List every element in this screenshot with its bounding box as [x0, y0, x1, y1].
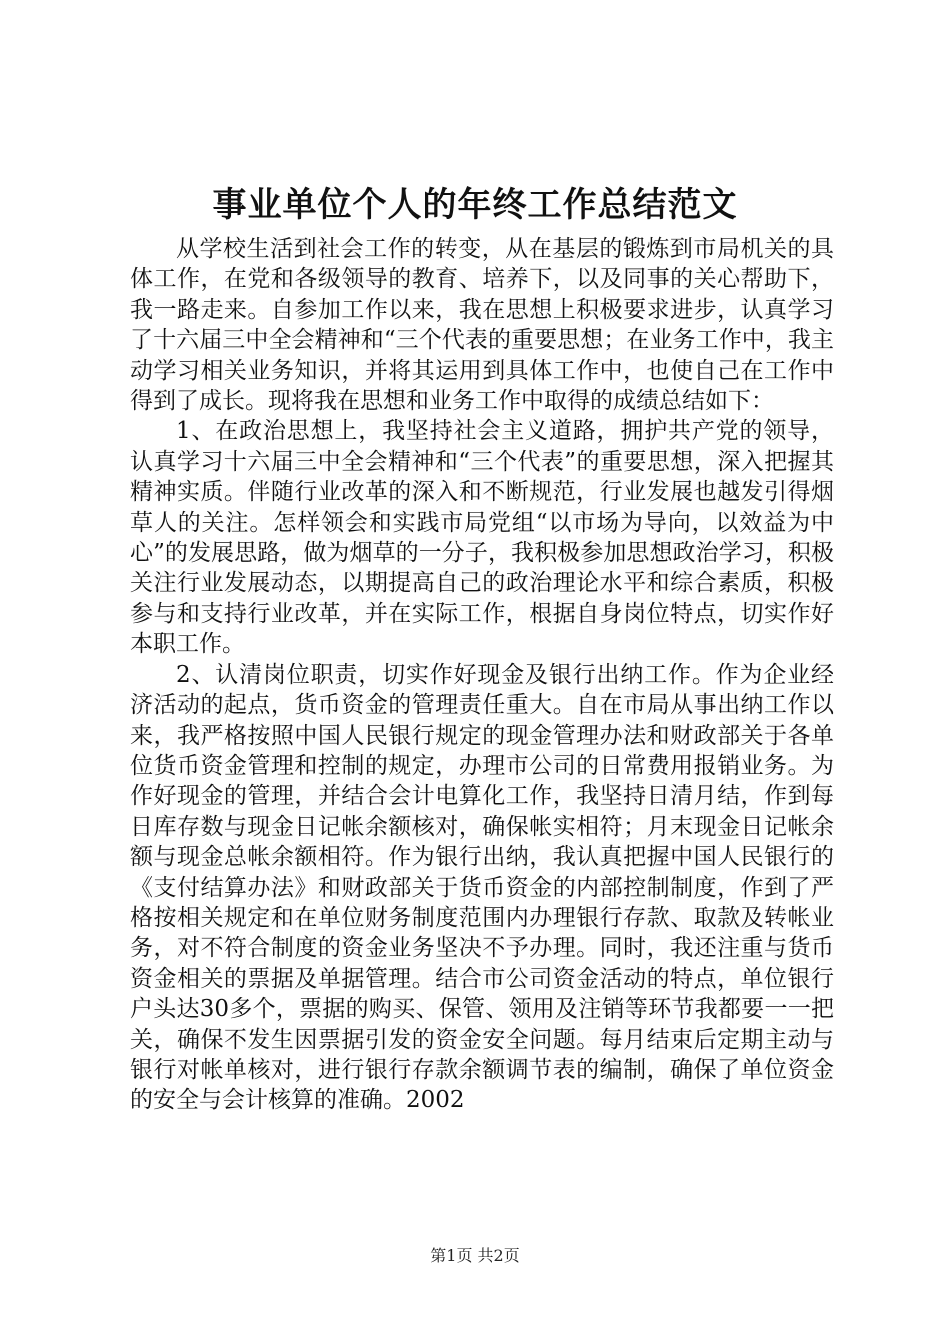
page-footer: 第1页 共2页: [430, 1246, 520, 1265]
document-body: [130, 234, 834, 1116]
document-title: 事业单位个人的年终工作总结范文: [212, 185, 738, 225]
paragraph-cashier-duties: 2、认清岗位职责，切实作好现金及银行出纳工作。作为企业经济活动的起点，货币资金的管理责任重大。自在市局从事出纳工作以来，我严格按照中国人民银行规定的现金管理办法和财政部关于各单位货币资金管理和控制的规定，办理市公司的日常费用报销业务。为作好现金的管理，并结合会计电算化工作，我坚持日清月结，作到每日库存数与现金日记帐余额核对，确保帐实相符；月末现金日记帐余额与现金总帐余额相符。作为银行出纳，我认真把握中国人民银行的《支付结算办法》和财政部关于货币资金的内部控制制度，作到了严格按相关规定和在单位财务制度范围内办理银行存款、取款及转帐业务，对不符合制度的资金业务坚决不予办理。同时，我还注重与货币资金相关的票据及单据管理。结合市公司资金活动的特点，单位银行户头达30多个，票据的购买、保管、领用及注销等环节我都要一一把关，确保不发生因票据引发的资金安全问题。每月结束后定期主动与银行对帐单核对，进行银行存款余额调节表的编制，确保了单位资金的安全与会计核算的准确。2002: [130, 661, 834, 1114]
paragraph-political-thought: 1、在政治思想上，我坚持社会主义道路，拥护共产党的领导，认真学习十六届三中全会精神和“三个代表”的重要思想，深入把握其精神实质。伴随行业改革的深入和不断规范，行业发展也越发引得烟草人的关注。怎样领会和实践市局党组“以市场为导向，以效益为中心”的发展思路，做为烟草的一分子，我积极参加思想政治学习，积极关注行业发展动态，以期提高自己的政治理论水平和综合素质，积极参与和支持行业改革，并在实际工作，根据自身岗位特点，切实作好本职工作。: [130, 418, 834, 658]
paragraph-intro: 从学校生活到社会工作的转变，从在基层的锻炼到市局机关的具体工作，在党和各级领导的教育、培养下，以及同事的关心帮助下，我一路走来。自参加工作以来，我在思想上积极要求进步，认真学习了十六届三中全会精神和“三个代表的重要思想；在业务工作中，我主动学习相关业务知识，并将其运用到具体工作中，也使自己在工作中得到了成长。现将我在思想和业务工作中取得的成绩总结如下：: [130, 236, 834, 415]
